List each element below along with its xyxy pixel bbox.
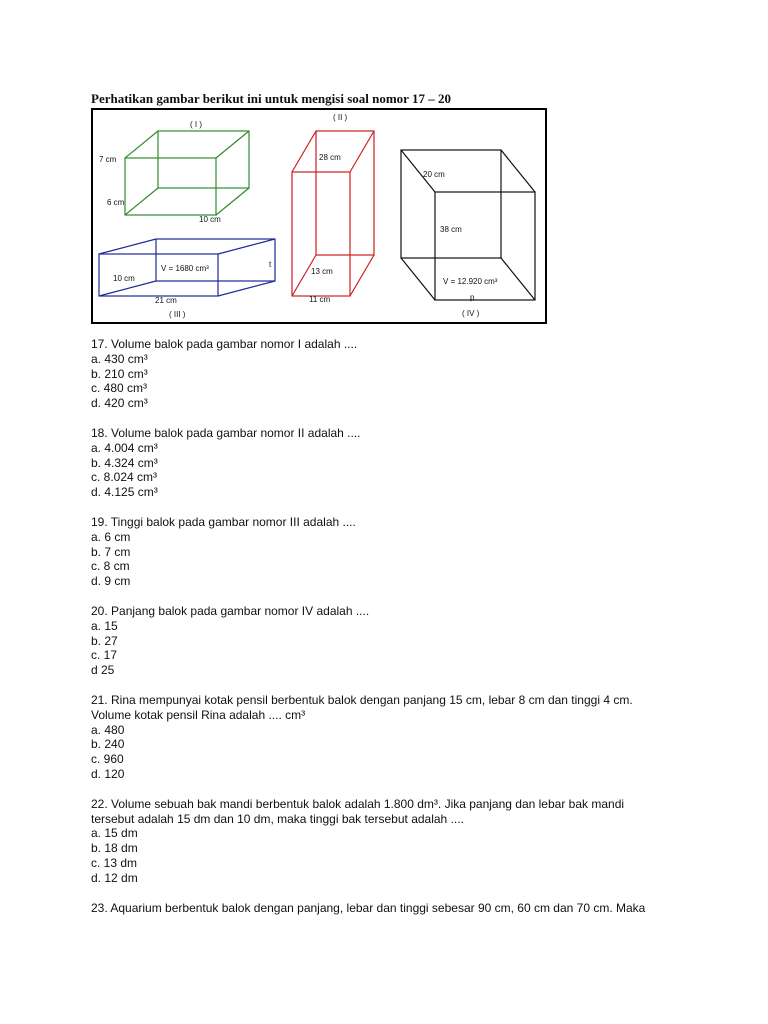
cuboid-III-height: t	[269, 260, 272, 269]
cuboid-II-label: ( II )	[333, 113, 348, 122]
cuboid-III-label: ( III )	[169, 310, 186, 319]
question-stem: 19. Tinggi balok pada gambar nomor III adalah ....	[91, 514, 356, 529]
question-20	[91, 604, 691, 678]
answer-option: d. 4.125 cm³	[91, 485, 158, 500]
answer-option: c. 480 cm³	[91, 381, 148, 396]
answer-option: a. 15	[91, 618, 118, 633]
cuboid-III-width: 10 cm	[113, 274, 135, 283]
question-stem: 20. Panjang balok pada gambar nomor IV adalah ....	[91, 603, 370, 618]
cuboid-IV-height: 38 cm	[440, 225, 462, 234]
answer-option: c. 8.024 cm³	[91, 470, 158, 485]
cuboid-II-length: 11 cm	[309, 295, 331, 304]
question-22	[91, 797, 691, 886]
question-18	[91, 426, 691, 500]
cuboid-I-label: ( I )	[190, 120, 202, 129]
question-19	[91, 515, 691, 589]
answer-option: b. 7 cm	[91, 544, 131, 559]
question-list	[91, 337, 691, 930]
answer-option: c. 960	[91, 752, 124, 767]
question-stem: 17. Volume balok pada gambar nomor I adalah ....	[91, 337, 358, 351]
worksheet-heading: Perhatikan gambar berikut ini untuk mengisi soal nomor 17 – 20	[91, 91, 451, 106]
answer-option: d 25	[91, 663, 115, 678]
answer-option: b. 27	[91, 633, 118, 648]
cuboid-I-length: 10 cm	[199, 215, 221, 224]
answer-option: b. 18 dm	[91, 841, 138, 856]
answer-option: d. 12 dm	[91, 870, 138, 885]
cuboid-IV-width: 20 cm	[423, 170, 445, 179]
question-23	[91, 901, 691, 916]
answer-option: c. 17	[91, 648, 118, 663]
cuboid-I-width: 6 cm	[107, 198, 125, 207]
question-stem: 23. Aquarium berbentuk balok dengan panjang, lebar dan tinggi sebesar 90 cm, 60 cm dan 70 cm. Maka	[91, 900, 646, 915]
cuboid-I-height: 7 cm	[99, 155, 117, 164]
answer-option: d. 9 cm	[91, 574, 131, 589]
cuboid-figures-svg	[93, 110, 545, 322]
answer-option: b. 240	[91, 737, 125, 752]
cuboid-I	[125, 131, 249, 215]
question-stem: 22. Volume sebuah bak mandi berbentuk balok adalah 1.800 dm³. Jika panjang dan lebar bak mandi tersebut adalah 15 dm dan 10 dm, maka tinggi bak tersebut adalah ....	[91, 796, 625, 826]
answer-option: d. 420 cm³	[91, 396, 148, 411]
cuboid-IV-length: p	[470, 293, 475, 302]
question-stem: 18. Volume balok pada gambar nomor II adalah ....	[91, 425, 361, 440]
answer-option: b. 210 cm³	[91, 366, 148, 381]
cuboid-II-width: 13 cm	[311, 267, 333, 276]
answer-option: a. 15 dm	[91, 826, 138, 841]
answer-option: c. 8 cm	[91, 559, 130, 574]
question-21	[91, 693, 691, 782]
answer-option: c. 13 dm	[91, 855, 138, 870]
cuboid-figures	[91, 108, 547, 324]
cuboid-III-length: 21 cm	[155, 296, 177, 305]
question-stem: 21. Rina mempunyai kotak pensil berbentuk balok dengan panjang 15 cm, lebar 8 cm dan tinggi 4 cm. Volume kotak pensil Rina adalah .... cm³	[91, 692, 633, 722]
question-17	[91, 337, 691, 411]
cuboid-II-height: 28 cm	[319, 153, 341, 162]
answer-option: b. 4.324 cm³	[91, 455, 158, 470]
answer-option: a. 4.004 cm³	[91, 440, 158, 455]
cuboid-III-volume: V = 1680 cm³	[161, 264, 209, 273]
answer-option: a. 480	[91, 722, 125, 737]
answer-option: d. 120	[91, 766, 125, 781]
cuboid-IV-volume: V = 12.920 cm³	[443, 277, 498, 286]
answer-option: a. 6 cm	[91, 529, 131, 544]
cuboid-IV-label: ( IV )	[462, 309, 480, 318]
answer-option: a. 430 cm³	[91, 351, 148, 366]
